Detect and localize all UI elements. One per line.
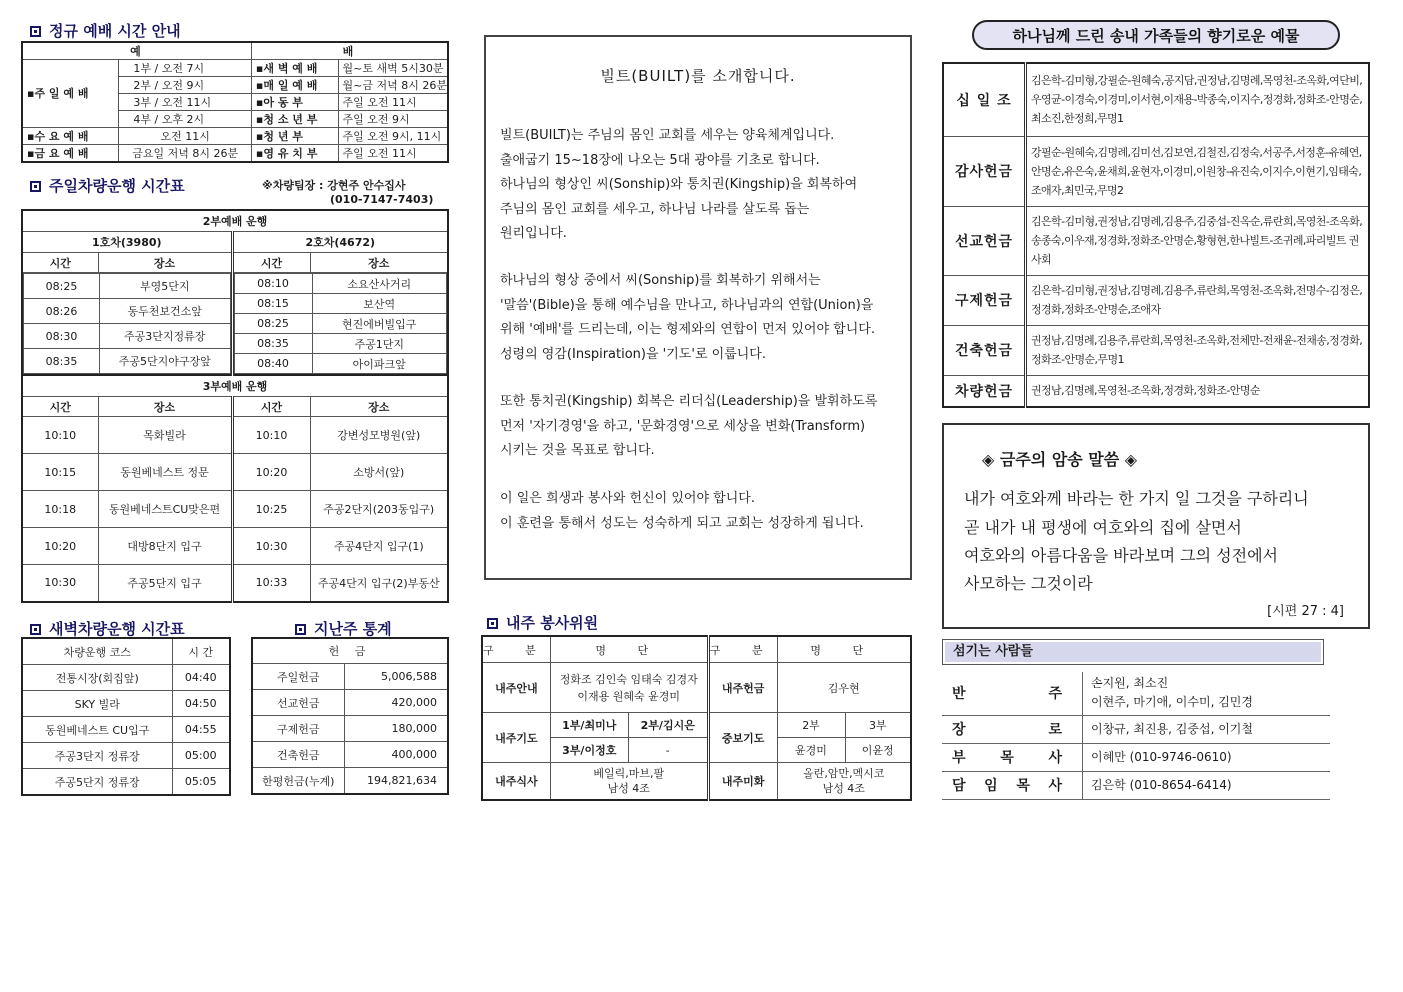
intercession-cell: 이윤정 [845, 738, 911, 763]
table-row: 10:20 대방8단지 입구 10:30 주공4단지 입구(1) [22, 528, 448, 565]
dawn-heading: 새벽차량운행 시간표 [30, 618, 185, 639]
role-label: 반 주 [942, 672, 1083, 715]
dawn-bus-table [21, 637, 231, 796]
meal-label: 내주식사 [482, 763, 550, 800]
col-time: 시간 [232, 397, 310, 417]
wed-time: 오전 11시 [119, 128, 252, 145]
worship-schedule-table [21, 41, 449, 163]
finance-table [251, 637, 449, 795]
square-bullet-icon [487, 618, 498, 629]
worship-label: ▪새 벽 예 배 [251, 60, 338, 77]
table-row: 건축헌금 권정남,김명례,김용주,류란희,목영천-조옥화,전체만-전채윤-전채송,정경화,정화조-안명순,무명1 [943, 325, 1369, 375]
table-row: 건축헌금 400,000 [252, 742, 448, 768]
table-row [942, 771, 1330, 799]
bus-manager-phone: (010-7147-7403) [330, 193, 434, 206]
table-row: 주공5단지 정류장 05:05 [22, 769, 230, 796]
sunday-time: 4부 / 오후 2시 [119, 111, 252, 128]
table-row: 08:35 주공5단지야구장앞 [24, 349, 231, 374]
built-paragraph-2: 하나님의 형상 중에서 씨(Sonship)를 회복하기 위해서는 '말씀'(Bible)을 통해 예수님을 만나고, 하나님과의 연합(Union)을 위해 '예배'를 드리는데, 이는 형제와의 연합이 먼저 있어야 합니다. 성령의 영감(Inspiration)을 '기도'로 이룹니다. [500, 273, 875, 362]
worship-time: 주일 오전 9시, 11시 [338, 128, 448, 145]
built-paragraph-3: 또한 통치권(Kingship) 회복은 리더십(Leadership)을 발휘하도록 먼저 '자기경영'을 하고, '문화경영'으로 세상을 변화(Transform) 시키는 것을 목표로 합니다. [500, 394, 878, 458]
prayer-cell: 3부/이정호 [550, 738, 628, 763]
table-row: 10:10 목화빌라 10:10 강변성모병원(앞) [22, 417, 448, 454]
table-row: 동원베네스트 CU입구 04:55 [22, 717, 230, 743]
table-row: 선교헌금 420,000 [252, 690, 448, 716]
table-row: 10:18 동원베네스트CU맞은편 10:25 주공2단지(203동입구) [22, 491, 448, 528]
built-title: 빌트(BUILT)를 소개합니다. [600, 67, 796, 85]
service-table [481, 635, 912, 801]
offerings-title: 하나님께 드린 송내 가족들의 향기로운 예물 [972, 20, 1340, 50]
table-row: 08:30 주공3단지정류장 [24, 324, 231, 349]
table-row: 십 일 조 김은학-김미형,강필순-원혜숙,공지담,권정남,김명례,목영천-조옥화,여단비,우영균-이경숙,이경미,이서현,이재용-박종숙,이지수,정경화,정화조-안명순,최소진,한정희,무명1 [943, 63, 1369, 136]
table-row: 주공3단지 정류장 05:00 [22, 743, 230, 769]
intercession-cell: 윤경미 [777, 738, 845, 763]
table-row: 08:35 주공1단지 [234, 334, 447, 354]
table-row: 감사헌금 강필순-원혜숙,김명례,김미선,김보연,김철진,김정숙,서공주,서정훈-유혜연,안명순,유은숙,윤채희,윤현자,이경미,이원창-유진숙,이지수,이현기,임태숙,조애자,최민국,무명2 [943, 136, 1369, 206]
worship-label: ▪영 유 치 부 [251, 145, 338, 163]
table-row: 구제헌금 김은학-김미형,권정남,김명례,김용주,류란희,목영천-조옥화,전명수-김정은,정경화,정화조-안명순,조애자 [943, 275, 1369, 325]
verse-reference: [시편 27 : 4] [1267, 604, 1344, 619]
wed-label: ▪수 요 예 배 [22, 128, 119, 145]
meal-names: 베일릭,마브,팔 남성 4조 [550, 763, 708, 800]
table-row [942, 743, 1330, 771]
bus-manager: ※차량팀장 : 강현주 안수집사 [262, 179, 406, 192]
table-row: 08:15 보산역 [234, 294, 447, 314]
offering-label: 내주헌금 [708, 663, 777, 713]
table-row: 구제헌금 180,000 [252, 716, 448, 742]
sunday-time: 2부 / 오전 9시 [119, 77, 252, 94]
verse-title: ◈ 금주의 암송 말씀 ◈ [982, 450, 1138, 469]
table-row [942, 672, 1330, 715]
role-label: 담 임 목 사 [942, 771, 1083, 799]
table-row: 주일헌금 5,006,588 [252, 664, 448, 690]
worship-time: 월~토 새벽 5시30분 [338, 60, 448, 77]
sunday-time: 1부 / 오전 7시 [119, 60, 252, 77]
sunday-label: ▪주 일 예 배 [22, 60, 119, 128]
col-time: 시 간 [172, 638, 230, 665]
bus-heading: 주일차량운행 시간표 [30, 175, 185, 196]
service2-title: 2부예배 운행 [22, 210, 448, 232]
worship-time: 주일 오전 11시 [338, 145, 448, 163]
table-row: 선교헌금 김은학-김미형,권정남,김명례,김용주,김중섭-진옥순,류란희,목영천-조옥화,송종숙,이우재,정경화,정화조-안명순,황형현,한나빌트-조귀례,파리빌트 권사회 [943, 206, 1369, 275]
fri-label: ▪금 요 예 배 [22, 145, 119, 163]
col-division: 구 분 [482, 636, 550, 663]
square-bullet-icon [295, 624, 306, 635]
sunday-bus-table [21, 209, 449, 603]
built-paragraph-1: 빌트(BUILT)는 주님의 몸인 교회를 세우는 양육체계입니다. 출애굽기 15~18장에 나오는 5대 광야를 기초로 합니다. 하나님의 형상인 씨(Sonship)와 통치권(Kingship)을 회복하여 주님의 몸인 교회를 세우고, 하나님 나라를 살도록 돕는 원리입니다. [500, 128, 858, 241]
fri-time: 금요일 저녁 8시 26분 [119, 145, 252, 163]
worship-label: ▪아 동 부 [251, 94, 338, 111]
col-place: 장소 [98, 397, 232, 417]
table-row: 10:30 주공5단지 입구 10:33 주공4단지 입구(2)부동산 [22, 565, 448, 602]
worship-header-right: 배 [251, 42, 448, 60]
car1-label: 1호차(3980) [22, 232, 232, 253]
worship-label: ▪청 소 년 부 [251, 111, 338, 128]
table-row: 08:10 소요산사거리 [234, 274, 447, 294]
col-time: 시간 [22, 253, 98, 273]
table-row [942, 715, 1330, 743]
intercession-cell: 3부 [845, 713, 911, 738]
table-row: 한평헌금(누계) 194,821,634 [252, 768, 448, 795]
beauty-names: 올란,암만,멕시코 남성 4조 [777, 763, 911, 800]
service3-title: 3부예배 운행 [22, 375, 448, 397]
table-row: 08:40 아이파크앞 [234, 354, 447, 374]
verse-line: 곧 내가 내 평생에 여호와의 집에 살면서 [964, 518, 1242, 537]
role-names: 김은학 (010-8654-6414) [1083, 771, 1331, 799]
worship-time: 월~금 저녁 8시 26분 [338, 77, 448, 94]
sunday-time: 3부 / 오전 11시 [119, 94, 252, 111]
col-place: 장소 [310, 397, 448, 417]
people-title: 섬기는 사람들 [942, 639, 1324, 665]
finance-heading: 지난주 통계 [295, 618, 392, 639]
square-bullet-icon [30, 181, 41, 192]
col-time: 시간 [22, 397, 98, 417]
car2-label: 2호차(4672) [232, 232, 448, 253]
table-row: 전통시장(회집앞) 04:40 [22, 665, 230, 691]
square-bullet-icon [30, 624, 41, 635]
table-row: 10:15 동원베네스트 정문 10:20 소방서(앞) [22, 454, 448, 491]
worship-time: 주일 오전 11시 [338, 94, 448, 111]
worship-heading: 정규 예배 시간 안내 [30, 20, 181, 41]
worship-label: ▪청 년 부 [251, 128, 338, 145]
col-course: 차량운행 코스 [22, 638, 172, 665]
worship-label: ▪매 일 예 배 [251, 77, 338, 94]
table-row: 08:25 현진에버빌입구 [234, 314, 447, 334]
offering-names: 김우현 [777, 663, 911, 713]
prayer-cell: 1부/최미나 [550, 713, 628, 738]
intercession-cell: 2부 [777, 713, 845, 738]
role-label: 장 로 [942, 715, 1083, 743]
col-names: 명 단 [777, 636, 911, 663]
memory-verse-box [942, 423, 1370, 629]
prayer-cell: - [628, 738, 708, 763]
worship-time: 주일 오전 9시 [338, 111, 448, 128]
table-row: 08:25 부영5단지 [24, 274, 231, 299]
verse-line: 내가 여호와께 바라는 한 가지 일 그것을 구하리니 [964, 489, 1309, 508]
role-names: 이혜만 (010-9746-0610) [1083, 743, 1331, 771]
role-names: 손지원, 최소진 이현주, 마기애, 이수미, 김민경 [1083, 672, 1331, 715]
guide-names: 정화조 김인숙 임태숙 김경자 이재용 원혜숙 윤경미 [550, 663, 708, 713]
built-paragraph-4: 이 일은 희생과 봉사와 헌신이 있어야 합니다. 이 훈련을 통해서 성도는 성숙하게 되고 교회는 성장하게 됩니다. [500, 491, 864, 531]
people-table [942, 672, 1330, 800]
table-row: SKY 빌라 04:50 [22, 691, 230, 717]
guide-label: 내주안내 [482, 663, 550, 713]
role-label: 부 목 사 [942, 743, 1083, 771]
offerings-table [942, 62, 1370, 408]
col-division: 구 분 [708, 636, 777, 663]
table-row: 차량헌금 권정남,김명례,목영천-조옥화,정경화,정화조-안명순 [943, 375, 1369, 407]
square-bullet-icon [30, 26, 41, 37]
role-names: 이창규, 최진용, 김중섭, 이기철 [1083, 715, 1331, 743]
col-place: 장소 [310, 253, 448, 273]
prayer-label: 내주기도 [482, 713, 550, 763]
verse-line: 여호와의 아름다움을 바라보며 그의 성전에서 [964, 546, 1279, 565]
intercession-label: 중보기도 [708, 713, 777, 763]
prayer-cell: 2부/김시은 [628, 713, 708, 738]
col-place: 장소 [98, 253, 232, 273]
finance-col: 헌 금 [252, 638, 448, 664]
col-time: 시간 [232, 253, 310, 273]
col-names: 명 단 [550, 636, 708, 663]
verse-line: 사모하는 그것이라 [964, 574, 1093, 593]
service-heading: 내주 봉사위원 [487, 612, 598, 633]
built-intro-box [484, 35, 912, 580]
worship-header-left: 예 [22, 42, 251, 60]
beauty-label: 내주미화 [708, 763, 777, 800]
table-row: 08:26 동두천보건소앞 [24, 299, 231, 324]
